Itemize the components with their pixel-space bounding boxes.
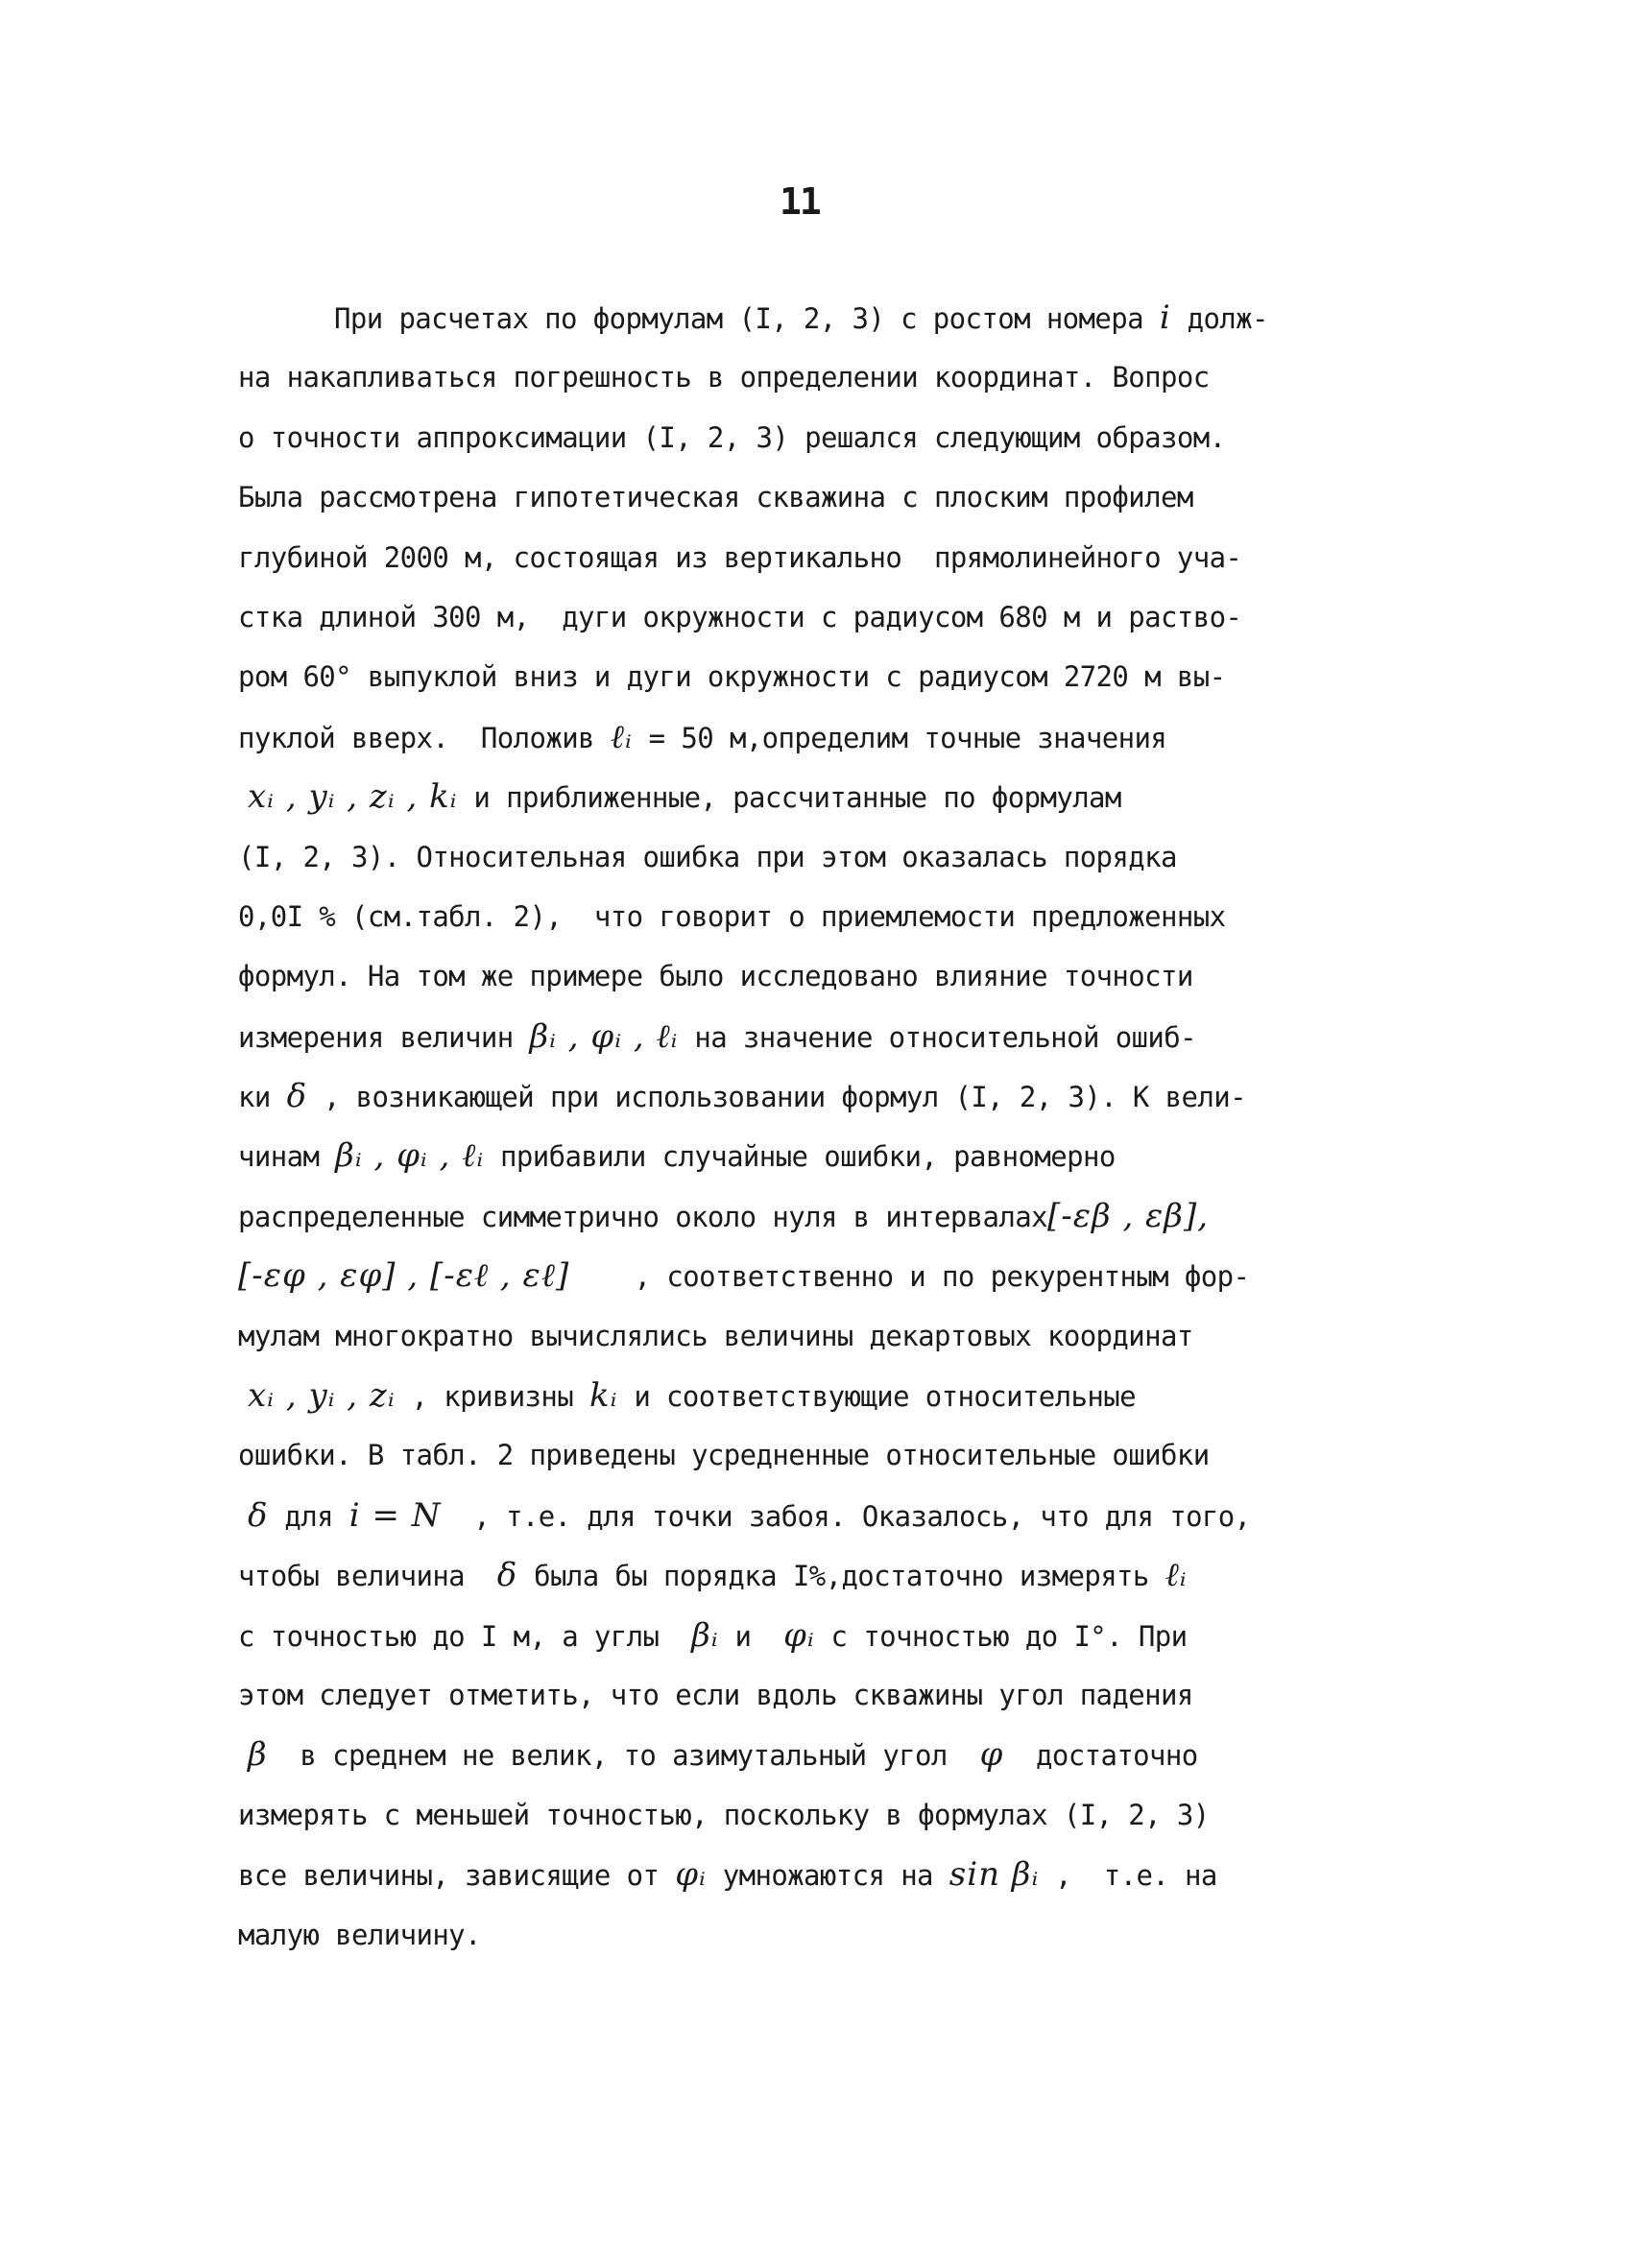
text-segment: ки: [238, 1081, 287, 1114]
text-line: [238, 1606, 1381, 1665]
text-segment: формул. На том же примере было исследовано влияние точности: [238, 960, 1193, 993]
text-line: [238, 528, 1381, 587]
math-symbol: δ: [286, 1077, 308, 1116]
text-line: [238, 647, 1381, 706]
text-line: [238, 1186, 1381, 1246]
text-segment: достаточно: [1003, 1739, 1198, 1773]
text-segment: мулам многократно вычислялись величины декартовых координат: [238, 1319, 1193, 1352]
text-line: [238, 827, 1381, 887]
text-line: [238, 1845, 1381, 1904]
text-line: [238, 1366, 1381, 1425]
text-segment: и соответствующие относительные: [617, 1380, 1136, 1414]
math-symbol: δ: [496, 1556, 518, 1595]
body-text: [238, 288, 1381, 1965]
text-segment: чинам: [238, 1140, 336, 1174]
text-segment: 0,0I % (см.табл. 2), что говорит о приемлемости предложенных: [238, 899, 1226, 933]
text-segment: этом следует отметить, что если вдоль скважины угол падения: [238, 1678, 1193, 1711]
text-segment: , возникающей при использовании формул (I, 2, 3). К вели-: [307, 1081, 1246, 1114]
text-segment: (I, 2, 3). Относительная ошибка при этом оказалась порядка: [238, 840, 1177, 873]
text-line: [238, 946, 1381, 1006]
text-segment: стка длиной 300 м, дуги окружности с радиусом 680 м и раство-: [238, 600, 1242, 633]
text-line: [238, 467, 1381, 527]
text-segment: для: [268, 1499, 349, 1533]
math-symbol: βᵢ , φᵢ , ℓᵢ: [335, 1136, 485, 1176]
text-line: [238, 1066, 1381, 1126]
text-segment: , соответственно и по рекурентным фор-: [569, 1260, 1250, 1294]
text-line: [238, 707, 1381, 767]
text-line: [238, 767, 1381, 826]
text-segment: на накапливаться погрешность в определении координат. Вопрос: [238, 361, 1210, 394]
math-symbol: i = N: [348, 1495, 442, 1535]
text-segment: малую величину.: [238, 1918, 481, 1951]
text-segment: была бы порядка I%,достаточно измерять: [517, 1560, 1165, 1593]
math-symbol: xᵢ , yᵢ , zᵢ , kᵢ: [248, 777, 458, 817]
math-symbol: [-εφ , εφ] , [-εℓ , εℓ]: [238, 1256, 570, 1296]
text-segment: При расчетах по формулам (I, 2, 3) с ростом номера: [334, 302, 1160, 335]
math-symbol: φᵢ: [783, 1615, 815, 1655]
math-symbol: β: [248, 1735, 268, 1775]
text-segment: измерения величин: [238, 1020, 530, 1054]
text-line: [238, 1126, 1381, 1185]
text-line: [238, 288, 1381, 347]
text-segment: , т.е. на: [1039, 1859, 1217, 1893]
text-line: [238, 1665, 1381, 1725]
page-number: 11: [780, 180, 820, 223]
text-segment: и: [718, 1619, 784, 1653]
math-symbol: φᵢ: [675, 1855, 707, 1895]
text-segment: , т.е. для точки забоя. Оказалось, что для того,: [441, 1499, 1251, 1533]
text-line: [238, 1545, 1381, 1605]
text-segment: пуклой вверх. Положив: [238, 721, 611, 754]
math-symbol: δ: [248, 1495, 269, 1535]
text-segment: умножаются на: [706, 1859, 949, 1893]
text-segment: распределенные симметрично около нуля в интервалах: [238, 1200, 1047, 1233]
math-symbol: i: [1159, 298, 1171, 337]
text-segment: = 50 м,определим точные значения: [632, 721, 1167, 754]
text-segment: измерять с меньшей точностью, поскольку в формулах (I, 2, 3): [238, 1798, 1210, 1831]
text-segment: долж-: [1170, 302, 1268, 335]
text-segment: с точностью до I м, а углы: [238, 1619, 692, 1653]
text-segment: глубиной 2000 м, состоящая из вертикально прямолинейного уча-: [238, 540, 1242, 574]
text-line: [238, 1007, 1381, 1066]
text-line: [238, 408, 1381, 467]
text-line: [238, 887, 1381, 946]
math-symbol: [-εβ , εβ],: [1046, 1196, 1210, 1235]
math-symbol: βᵢ: [691, 1615, 719, 1655]
text-line: [238, 1425, 1381, 1485]
text-segment: прибавили случайные ошибки, равномерно: [484, 1140, 1116, 1174]
math-symbol: ℓᵢ: [610, 717, 633, 756]
math-symbol: βᵢ , φᵢ , ℓᵢ: [529, 1016, 679, 1056]
math-symbol: φ: [979, 1735, 1004, 1775]
text-segment: чтобы величина: [238, 1560, 497, 1593]
text-line: [238, 347, 1381, 407]
text-segment: Была рассмотрена гипотетическая скважина с плоским профилем: [238, 481, 1193, 514]
text-line: [238, 1246, 1381, 1305]
text-segment: о точности аппроксимации (I, 2, 3) решался следующим образом.: [238, 420, 1226, 454]
text-segment: , кривизны: [395, 1380, 589, 1414]
text-line: [238, 587, 1381, 647]
text-segment: все величины, зависящие от: [238, 1859, 676, 1893]
text-line: [238, 1306, 1381, 1366]
text-segment: на значение относительной ошиб-: [678, 1020, 1196, 1054]
text-line: [238, 1486, 1381, 1545]
text-segment: с точностью до I°. При: [814, 1619, 1188, 1653]
math-symbol: ℓᵢ: [1165, 1556, 1188, 1595]
math-symbol: sin βᵢ: [949, 1855, 1040, 1895]
math-symbol: kᵢ: [589, 1376, 618, 1416]
math-symbol: xᵢ , yᵢ , zᵢ: [248, 1376, 396, 1416]
text-segment: ошибки. В табл. 2 приведены усредненные относительные ошибки: [238, 1439, 1210, 1472]
text-line: [238, 1785, 1381, 1845]
text-segment: и приближенные, рассчитанные по формулам: [457, 781, 1121, 815]
text-line: [238, 1905, 1381, 1965]
text-segment: в среднем не велик, то азимутальный угол: [267, 1739, 980, 1773]
text-line: [238, 1725, 1381, 1784]
text-segment: ром 60° выпуклой вниз и дуги окружности с радиусом 2720 м вы-: [238, 660, 1226, 694]
